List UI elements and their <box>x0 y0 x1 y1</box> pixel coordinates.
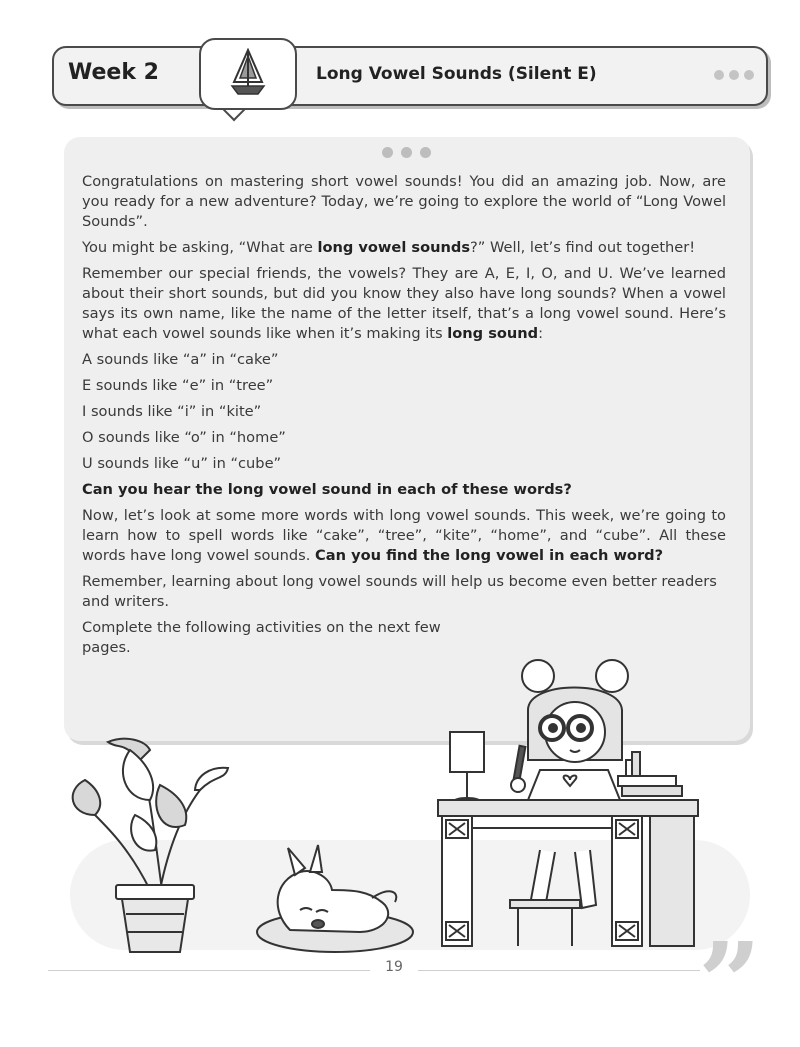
text-run: Remember our special friends, the vowels? They are A, E, I, O, and U. We’ve learned about their short sounds, but did you know they also have long sounds? When a vowel says its own name, like the name of the letter itself, that’s a long vowel sound. Here’s what each vowel sounds like when it’s making its <box>82 265 726 342</box>
sailboat-icon <box>228 48 268 98</box>
text-run: : <box>538 325 544 342</box>
dot <box>382 147 393 158</box>
dot <box>420 147 431 158</box>
header-dots <box>714 70 754 80</box>
dot <box>744 70 754 80</box>
lesson-text <box>82 172 726 664</box>
card-dots <box>382 147 431 158</box>
week-label: Week 2 <box>68 60 159 85</box>
dot <box>714 70 724 80</box>
text-run: You might be asking, “What are <box>82 239 318 256</box>
study-scene-illustration <box>0 640 800 960</box>
footer-rule-left <box>48 970 370 971</box>
vowel-item-o: O sounds like “o” in “home” <box>82 429 286 446</box>
bold-term: Can you hear the long vowel sound in each of these words? <box>82 481 572 498</box>
lesson-title: Long Vowel Sounds (Silent E) <box>316 64 597 84</box>
bold-term: Can you find the long vowel in each word? <box>315 547 664 564</box>
vowel-item-a: A sounds like “a” in “cake” <box>82 351 279 368</box>
books-illustration <box>618 752 682 796</box>
bold-term: long vowel sounds <box>317 239 471 256</box>
instructions-paragraph: Complete the following activities on the next few pages. <box>82 619 441 656</box>
vowel-item-e: E sounds like “e” in “tree” <box>82 377 274 394</box>
quote-mark-icon: ” <box>698 918 762 1047</box>
sailboat-badge <box>199 38 297 110</box>
page-number: 19 <box>385 959 403 975</box>
dot <box>729 70 739 80</box>
vowel-item-i: I sounds like “i” in “kite” <box>82 403 262 420</box>
text-run: Now, let’s look at some more words with long vowel sounds. This week, we’re going to learn how to spell words like “cake”, “tree”, “kite”, “home”, and “cube”. All these words have long vowel sounds. <box>82 507 726 564</box>
reminder-paragraph: Remember, learning about long vowel sounds will help us become even better readers and writers. <box>82 573 717 610</box>
intro-paragraph: Congratulations on mastering short vowel sounds! You did an amazing job. Now, are you ready for a new adventure? Today, we’re going to explore the world of “Long Vowel Sounds”. <box>82 173 726 230</box>
question-paragraph <box>82 238 726 258</box>
spelling-paragraph <box>82 506 726 566</box>
header-banner <box>52 46 768 106</box>
vowel-item-u: U sounds like “u” in “cube” <box>82 455 282 472</box>
footer-rule-right <box>418 970 700 971</box>
bold-question <box>82 480 726 500</box>
text-run: ?” Well, let’s find out together! <box>470 239 696 256</box>
bold-term: long sound <box>447 325 539 342</box>
dot <box>401 147 412 158</box>
desk-lamp-illustration <box>450 732 484 806</box>
vowels-paragraph <box>82 264 726 344</box>
